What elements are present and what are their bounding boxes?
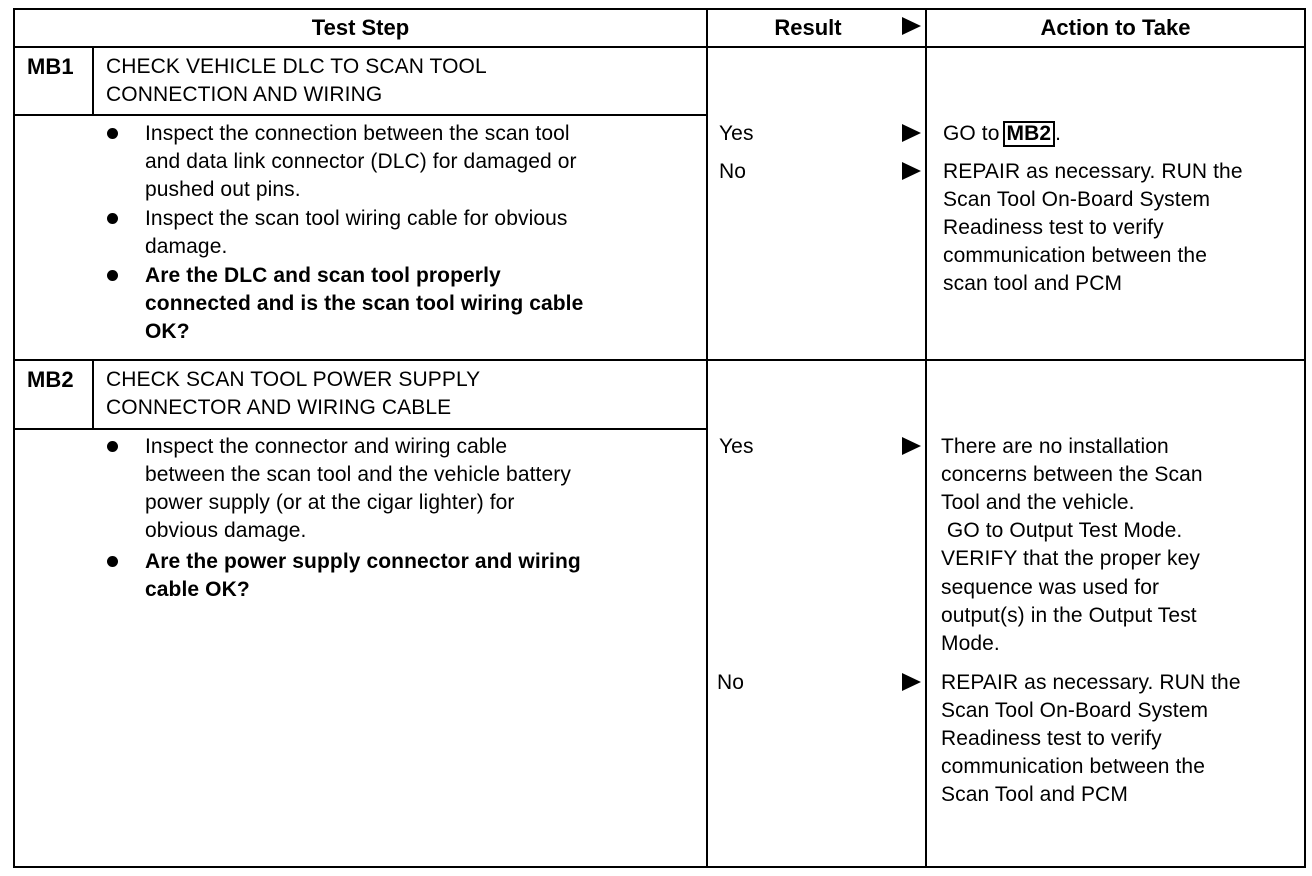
- mb1-bullet3-line3: OK?: [145, 320, 190, 343]
- mb1-action-no-line1: REPAIR as necessary. RUN the: [943, 160, 1243, 183]
- mb2-action-no-line2: Scan Tool On-Board System: [941, 699, 1209, 722]
- table-border-left: [13, 8, 15, 868]
- step-id-mb1: MB1: [27, 54, 74, 79]
- action-column-divider: [925, 8, 927, 868]
- result-column-divider: [706, 8, 708, 868]
- bullet-icon: [107, 128, 118, 139]
- mb1-bullet3-line1: Are the DLC and scan tool properly: [145, 264, 501, 287]
- mb1-action-no-line5: scan tool and PCM: [943, 272, 1123, 295]
- mb2-action-no-line1: REPAIR as necessary. RUN the: [941, 671, 1241, 694]
- result-arrow-icon: [902, 673, 921, 691]
- mb2-bullet2-line2: cable OK?: [145, 578, 250, 601]
- header-result: Result: [774, 15, 842, 40]
- step-title-underline-mb2: [13, 428, 708, 430]
- mb2-action-yes-line8: Mode.: [941, 632, 1000, 655]
- mb1-action-no-line4: communication between the: [943, 244, 1207, 267]
- step-title-mb2-line1: CHECK SCAN TOOL POWER SUPPLY: [106, 368, 481, 391]
- mb1-bullet1-line1: Inspect the connection between the scan tool: [145, 122, 570, 145]
- mb2-action-yes-line5: VERIFY that the proper key: [941, 547, 1201, 570]
- step-id-divider-mb1: [92, 46, 94, 114]
- header-divider: [13, 46, 1306, 48]
- mb2-action-yes-line6: sequence was used for: [941, 576, 1160, 599]
- mb1-bullet1-line3: pushed out pins.: [145, 178, 301, 201]
- header-result-arrow-icon: [902, 17, 921, 35]
- mb2-bullet1-line4: obvious damage.: [145, 519, 307, 542]
- step-title-mb1-line2: CONNECTION AND WIRING: [106, 83, 383, 106]
- mb2-action-yes-line2: concerns between the Scan: [941, 463, 1203, 486]
- step-title-underline-mb1: [13, 114, 708, 116]
- mb2-result-no: No: [717, 671, 745, 694]
- mb1-bullet2-line2: damage.: [145, 235, 228, 258]
- mb1-action-yes-prefix: GO to: [943, 122, 1000, 145]
- mb2-bullet1-line2: between the scan tool and the vehicle battery: [145, 463, 571, 486]
- step-id-mb2: MB2: [27, 367, 74, 392]
- bullet-icon: [107, 270, 118, 281]
- mb1-result-yes: Yes: [719, 122, 754, 145]
- mb2-bullet1-line1: Inspect the connector and wiring cable: [145, 435, 508, 458]
- mb2-action-yes-line4: GO to Output Test Mode.: [941, 519, 1183, 542]
- step-title-mb2-line2: CONNECTOR AND WIRING CABLE: [106, 396, 452, 419]
- mb2-action-yes-line1: There are no installation: [941, 435, 1169, 458]
- row-divider: [13, 359, 1306, 361]
- table-border-right: [1304, 8, 1306, 868]
- mb1-action-yes: [943, 120, 1061, 149]
- bullet-icon: [107, 556, 118, 567]
- result-arrow-icon: [902, 124, 921, 142]
- mb1-bullet1-line2: and data link connector (DLC) for damaged or: [145, 150, 577, 173]
- mb1-action-yes-suffix: .: [1055, 122, 1062, 145]
- step-id-divider-mb2: [92, 359, 94, 429]
- result-arrow-icon: [902, 437, 921, 455]
- mb2-bullet2-line1: Are the power supply connector and wiring: [145, 550, 581, 573]
- mb2-bullet1-line3: power supply (or at the cigar lighter) for: [145, 491, 515, 514]
- bullet-icon: [107, 441, 118, 452]
- mb2-action-yes-line7: output(s) in the Output Test: [941, 604, 1197, 627]
- result-arrow-icon: [902, 162, 921, 180]
- bullet-icon: [107, 213, 118, 224]
- step-ref-mb2[interactable]: MB2: [1003, 121, 1056, 147]
- mb1-action-no-line2: Scan Tool On-Board System: [943, 188, 1211, 211]
- mb1-action-no-line3: Readiness test to verify: [943, 216, 1164, 239]
- mb1-result-no: No: [719, 160, 747, 183]
- mb1-bullet2-line1: Inspect the scan tool wiring cable for obvious: [145, 207, 568, 230]
- table-border-bottom: [13, 866, 1306, 868]
- mb2-action-no-line4: communication between the: [941, 755, 1205, 778]
- header-test-step: Test Step: [311, 15, 410, 40]
- step-title-mb1-line1: CHECK VEHICLE DLC TO SCAN TOOL: [106, 55, 487, 78]
- header-action: Action to Take: [1040, 15, 1191, 40]
- table-border-top: [13, 8, 1306, 10]
- mb1-bullet3-line2: connected and is the scan tool wiring cable: [145, 292, 584, 315]
- mb2-action-no-line3: Readiness test to verify: [941, 727, 1162, 750]
- mb2-result-yes: Yes: [719, 435, 754, 458]
- mb2-action-no-line5: Scan Tool and PCM: [941, 783, 1128, 806]
- mb2-action-yes-line3: Tool and the vehicle.: [941, 491, 1135, 514]
